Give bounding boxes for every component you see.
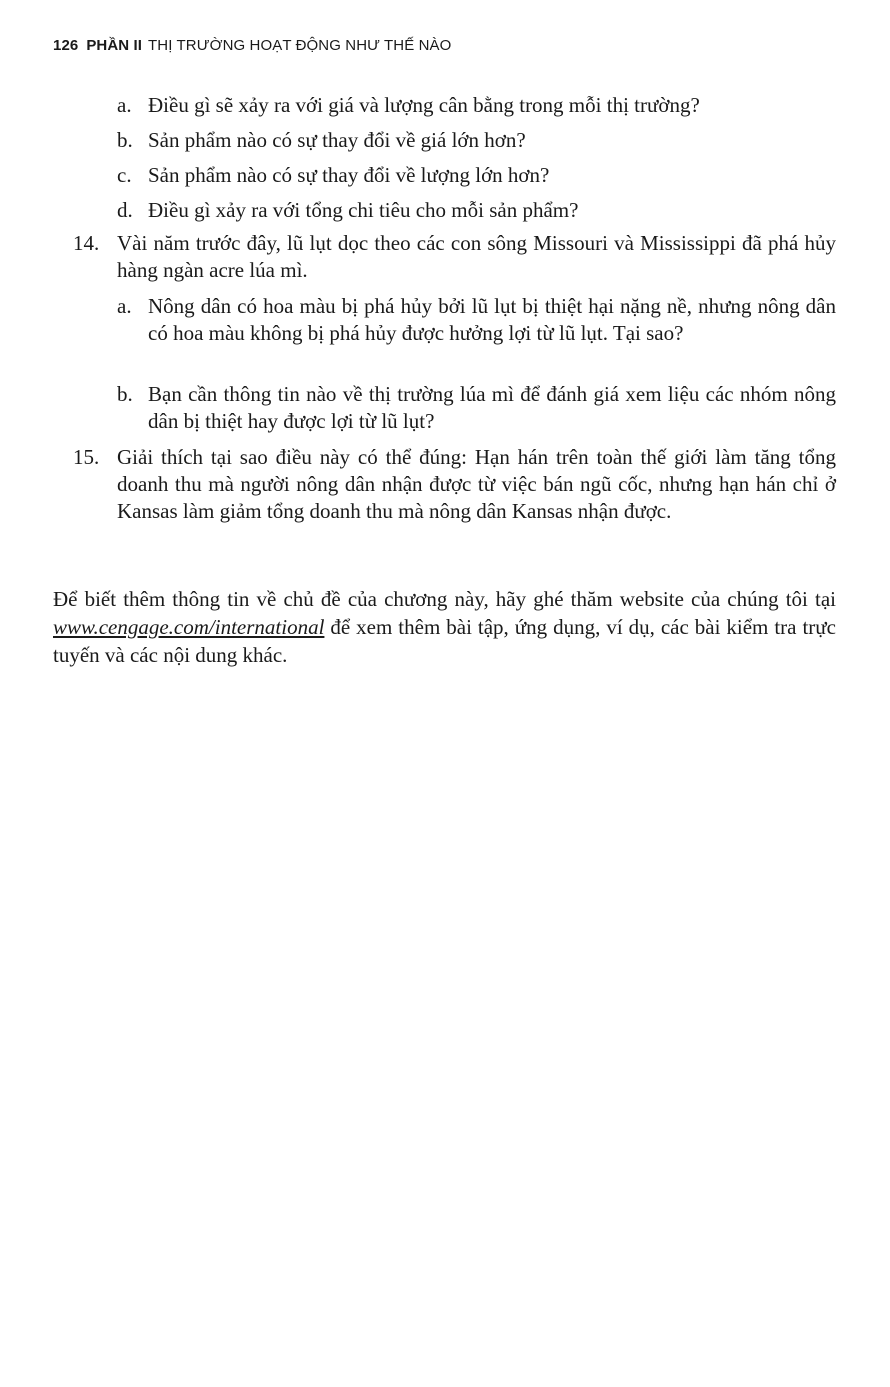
question-text: Giải thích tại sao điều này có thể đúng: Hạn hán trên toàn thế giới làm tăng tổng doanh thu mà người nông dân nhận được từ việc bán ngũ cốc, nhưng hạn hán chỉ ở Kansas làm giảm tổng doanh thu mà nông dân Kansas nhận được.: [117, 445, 836, 523]
item-label: a.: [117, 93, 132, 117]
item-text: Sản phẩm nào có sự thay đổi về lượng lớn hơn?: [148, 163, 550, 187]
list-item: [118, 92, 836, 119]
item-text: Bạn cần thông tin nào về thị trường lúa mì để đánh giá xem liệu các nhóm nông dân bị thiệt hay được lợi từ lũ lụt?: [148, 382, 836, 433]
question-15: [73, 444, 836, 525]
page-number: 126: [53, 37, 79, 54]
question-number: 15.: [73, 445, 100, 469]
item-text: Điều gì sẽ xảy ra với giá và lượng cân bằng trong mỗi thị trường?: [148, 93, 700, 117]
running-header: [53, 37, 451, 54]
item-label: b.: [117, 382, 133, 406]
chapter-resources-note: [53, 585, 836, 669]
list-item: [118, 162, 836, 189]
item-text: Sản phẩm nào có sự thay đổi về giá lớn hơn?: [148, 128, 526, 152]
note-text-before: Để biết thêm thông tin về chủ đề của chương này, hãy ghé thăm website của chúng tôi tại: [53, 587, 836, 611]
list-item: [118, 381, 836, 435]
chapter-title: THỊ TRƯỜNG HOẠT ĐỘNG NHƯ THẾ NÀO: [148, 37, 452, 54]
question-number: 14.: [73, 231, 100, 255]
item-label: d.: [117, 198, 133, 222]
note-text-after: để xem thêm bài tập, ứng dụng, ví dụ, các bài kiểm tra trực tuyến và các nội dung khác.: [53, 615, 836, 667]
item-text: Nông dân có hoa màu bị phá hủy bởi lũ lụt bị thiệt hại nặng nề, nhưng nông dân có hoa màu không bị phá hủy được hưởng lợi từ lũ lụt. Tại sao?: [148, 294, 836, 345]
item-label: c.: [117, 163, 132, 187]
item-text: Điều gì xảy ra với tổng chi tiêu cho mỗi sản phẩm?: [148, 198, 579, 222]
question-text: Vài năm trước đây, lũ lụt dọc theo các con sông Missouri và Mississippi đã phá hủy hàng ngàn acre lúa mì.: [117, 231, 836, 282]
question-14: [73, 230, 836, 284]
list-item: [118, 127, 836, 154]
part-label: PHẦN II: [86, 37, 143, 54]
website-link[interactable]: www.cengage.com/international: [53, 615, 325, 639]
item-label: a.: [117, 294, 132, 318]
item-label: b.: [117, 128, 133, 152]
list-item: [118, 293, 836, 347]
list-item: [118, 197, 836, 224]
